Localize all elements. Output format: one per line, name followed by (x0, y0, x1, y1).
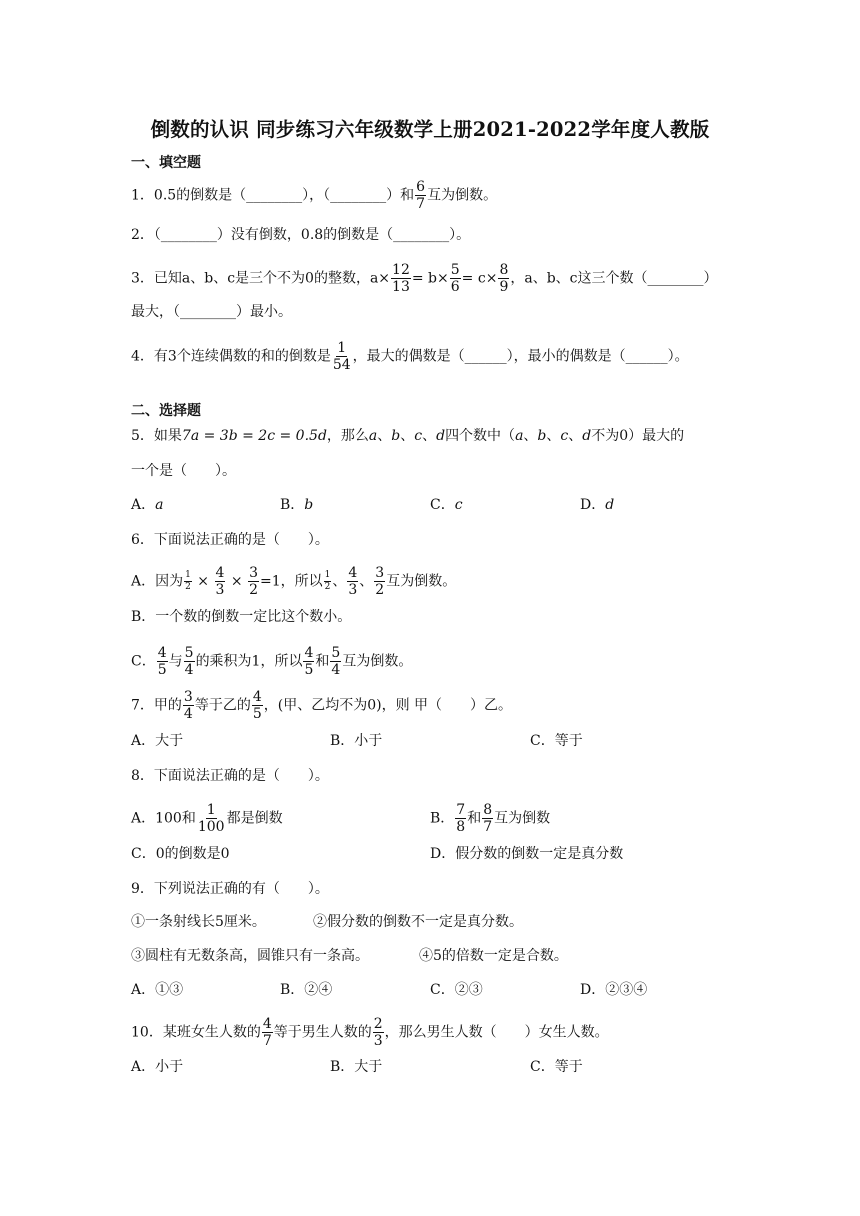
q1-text-a: 1．0.5的倒数是（________），（________）和 (131, 187, 415, 204)
q7-fraction-2: $\frac{4}{5}$ (252, 689, 262, 722)
q3-fraction-1: $\frac{12}{13}$ (392, 262, 410, 295)
question-3-line-2: 最大，（________）最小。 (131, 304, 292, 320)
q10-option-c[interactable]: C．等于 (530, 1059, 583, 1075)
question-5-line-2: 一个是（ ）。 (131, 463, 236, 479)
q9-option-a[interactable]: A．①③ (131, 982, 184, 998)
q10-option-b[interactable]: B．大于 (330, 1059, 383, 1075)
q8-option-d[interactable]: D．假分数的倒数一定是真分数 (430, 846, 624, 862)
q10-fraction-1: $\frac{4}{7}$ (262, 1016, 272, 1049)
q6c-fraction-2: $\frac{5}{4}$ (184, 645, 194, 678)
q7-option-c[interactable]: C．等于 (530, 733, 583, 749)
question-8: 8．下面说法正确的是（ ）。 (131, 768, 329, 784)
section-heading-choice: 二、选择题 (131, 403, 201, 419)
question-5: 5．如果7a = 3b = 2c = 0.5d，那么a、b、c、d四个数中（a、b、c、d不为0）最大的 (131, 428, 685, 444)
q10-fraction-2: $\frac{2}{3}$ (373, 1016, 383, 1049)
q6c-fraction-1: $\frac{4}{5}$ (157, 645, 167, 678)
q6a-fraction-3: $\frac{3}{2}$ (249, 565, 258, 598)
q9-statement-3: ③圆柱有无数条高，圆锥只有一条高。 (131, 948, 369, 964)
q9-option-c[interactable]: C．②③ (430, 982, 483, 998)
q7-option-a[interactable]: A．大于 (131, 733, 184, 749)
question-10: 10．某班女生人数的 $\frac{4}{7}$ 等于男生人数的 $\frac{2}{3}$ ，那么男生人数（ ）女生人数。 (131, 1016, 609, 1049)
question-6: 6．下面说法正确的是（ ）。 (131, 532, 329, 548)
q3-fraction-2: $\frac{5}{6}$ (450, 262, 460, 295)
q9-option-d[interactable]: D．②③④ (580, 982, 648, 998)
q9-statement-2: ②假分数的倒数不一定是真分数。 (313, 914, 523, 930)
q9-option-b[interactable]: B．②④ (280, 982, 333, 998)
q9-statement-1: ①一条射线长5厘米。 (131, 914, 266, 930)
q8b-fraction-1: $\frac{7}{8}$ (456, 802, 466, 835)
q3-fraction-3: $\frac{8}{9}$ (499, 262, 509, 295)
q5-option-b[interactable]: B．b (280, 497, 314, 513)
q5-option-d[interactable]: D．d (580, 497, 615, 513)
question-3: 3．已知a、b、c是三个不为0的整数，a× $\frac{12}{13}$ = b× $\frac{5}{6}$ = c× $\frac{8}{9}$ ，a、b、c这三个数（________） (131, 262, 718, 295)
section-heading-fill-in: 一、填空题 (131, 155, 201, 171)
q4-fraction: $\frac{1}{54}$ (332, 340, 351, 373)
q10-option-a[interactable]: A．小于 (131, 1059, 184, 1075)
q6-option-b[interactable]: B．一个数的倒数一定比这个数小。 (131, 609, 352, 625)
question-4: 4．有3个连续偶数的和的倒数是 $\frac{1}{54}$ ，最大的偶数是（______），最小的偶数是（______）。 (131, 340, 689, 373)
q6a-fraction-2: $\frac{4}{3}$ (215, 565, 225, 598)
q9-statement-4: ④5的倍数一定是合数。 (419, 948, 568, 964)
page-title: 倒数的认识 同步练习六年级数学上册2021-2022学年度人教版 (150, 118, 710, 141)
q8-option-b[interactable]: B． $\frac{7}{8}$ 和 $\frac{8}{7}$ 互为倒数 (430, 802, 551, 835)
q5-option-c[interactable]: C．c (430, 497, 463, 513)
question-9: 9．下列说法正确的有（ ）。 (131, 881, 329, 897)
question-1 (131, 180, 497, 211)
q7-fraction-1: $\frac{3}{4}$ (183, 689, 193, 722)
question-7: 7．甲的 $\frac{3}{4}$ 等于乙的 $\frac{4}{5}$ ，(甲、乙均不为0)，则 甲（ ）乙。 (131, 689, 513, 722)
q6-option-c[interactable]: C． $\frac{4}{5}$ 与 $\frac{5}{4}$ 的乘积为1，所以 $\frac{4}{5}$ 和 $\frac{5}{4}$ 互为倒数。 (131, 645, 413, 678)
q8b-fraction-2: $\frac{8}{7}$ (483, 802, 493, 835)
q1-fraction: $\frac{6}{7}$ (416, 179, 426, 212)
q7-option-b[interactable]: B．小于 (330, 733, 383, 749)
q5-equation: 7a = 3b = 2c = 0.5d (181, 428, 327, 444)
q1-text-b: 互为倒数。 (427, 187, 498, 204)
q5-option-a[interactable]: A．a (131, 497, 164, 513)
q6-option-a[interactable]: A．因为 $\frac{1}{2}$ × $\frac{4}{3}$ × $\frac{3}{2}$ =1，所以 $\frac{1}{2}$ 、 $\frac{4}{3}$ 、 $\frac{3}{2}$ 互为倒数。 (131, 565, 457, 598)
q8a-fraction: $\frac{1}{100}$ (197, 802, 225, 835)
q8-option-a[interactable]: A．100和 $\frac{1}{100}$ 都是倒数 (131, 802, 283, 835)
q6a-fraction-1: $\frac{1}{2}$ (185, 570, 191, 592)
question-2: 2．（________）没有倒数，0.8的倒数是（________）。 (131, 227, 471, 243)
q8-option-c[interactable]: C．0的倒数是0 (131, 846, 230, 862)
